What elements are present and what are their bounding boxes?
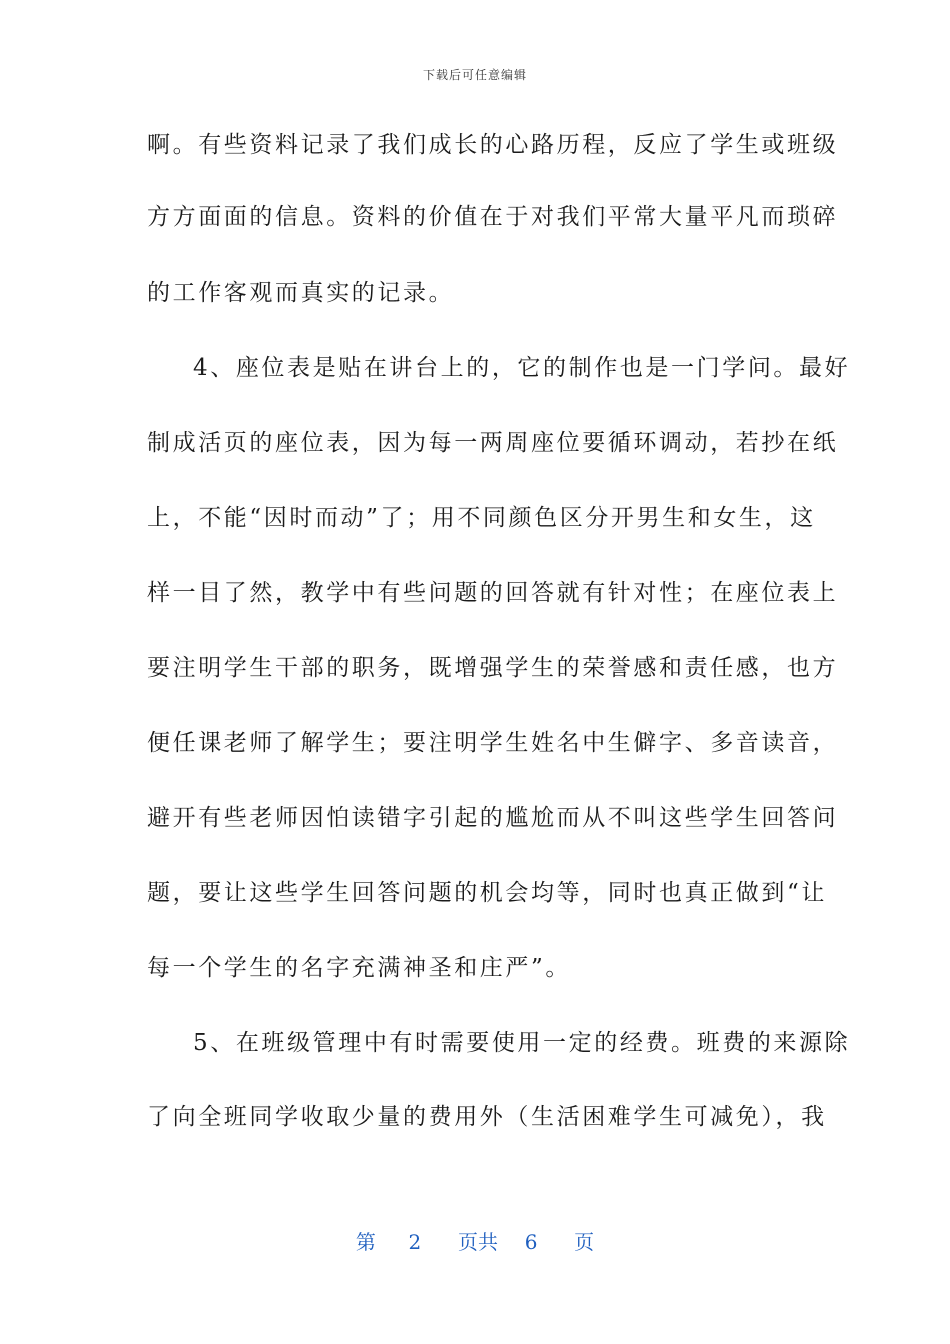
page-header: 下载后可任意编辑 (422, 68, 527, 82)
paragraph-line: 要注明学生干部的职务，既增强学生的荣誉感和责任感，也方 (147, 655, 839, 681)
page-number-prefix: 第 (355, 1230, 376, 1254)
paragraph-line: 方方面面的信息。资料的价值在于对我们平常大量平凡而琐碎 (147, 204, 839, 230)
paragraph-line: 制成活页的座位表，因为每一两周座位要循环调动，若抄在纸 (147, 430, 839, 456)
paragraph-line: 便任课老师了解学生；要注明学生姓名中生僻字、多音读音， (147, 730, 839, 756)
current-page-number: 2 (408, 1230, 422, 1254)
paragraph-line: 每一个学生的名字充满神圣和庄严”。 (147, 955, 571, 981)
paragraph-line: 题，要让这些学生回答问题的机会均等，同时也真正做到“让 (147, 880, 827, 906)
paragraph-line: 避开有些老师因怕读错字引起的尴尬而从不叫这些学生回答问 (147, 805, 839, 831)
page-number-suffix: 页 (574, 1230, 595, 1254)
page-footer (0, 1226, 950, 1255)
paragraph-line: 的工作客观而真实的记录。 (147, 280, 455, 306)
paragraph-line: 样一目了然，教学中有些问题的回答就有针对性；在座位表上 (147, 580, 839, 606)
paragraph-line: 上，不能“因时而动”了；用不同颜色区分开男生和女生，这 (147, 505, 816, 531)
paragraph-line: 了向全班同学收取少量的费用外（生活困难学生可减免），我 (147, 1104, 827, 1130)
paragraph-line: 4、座位表是贴在讲台上的，它的制作也是一门学问。最好 (193, 355, 851, 381)
paragraph-line: 5、在班级管理中有时需要使用一定的经费。班费的来源除 (193, 1030, 851, 1056)
total-pages-number: 6 (524, 1230, 538, 1254)
paragraph-line: 啊。有些资料记录了我们成长的心路历程，反应了学生或班级 (147, 132, 839, 158)
page-number-middle: 页共 (458, 1230, 498, 1254)
